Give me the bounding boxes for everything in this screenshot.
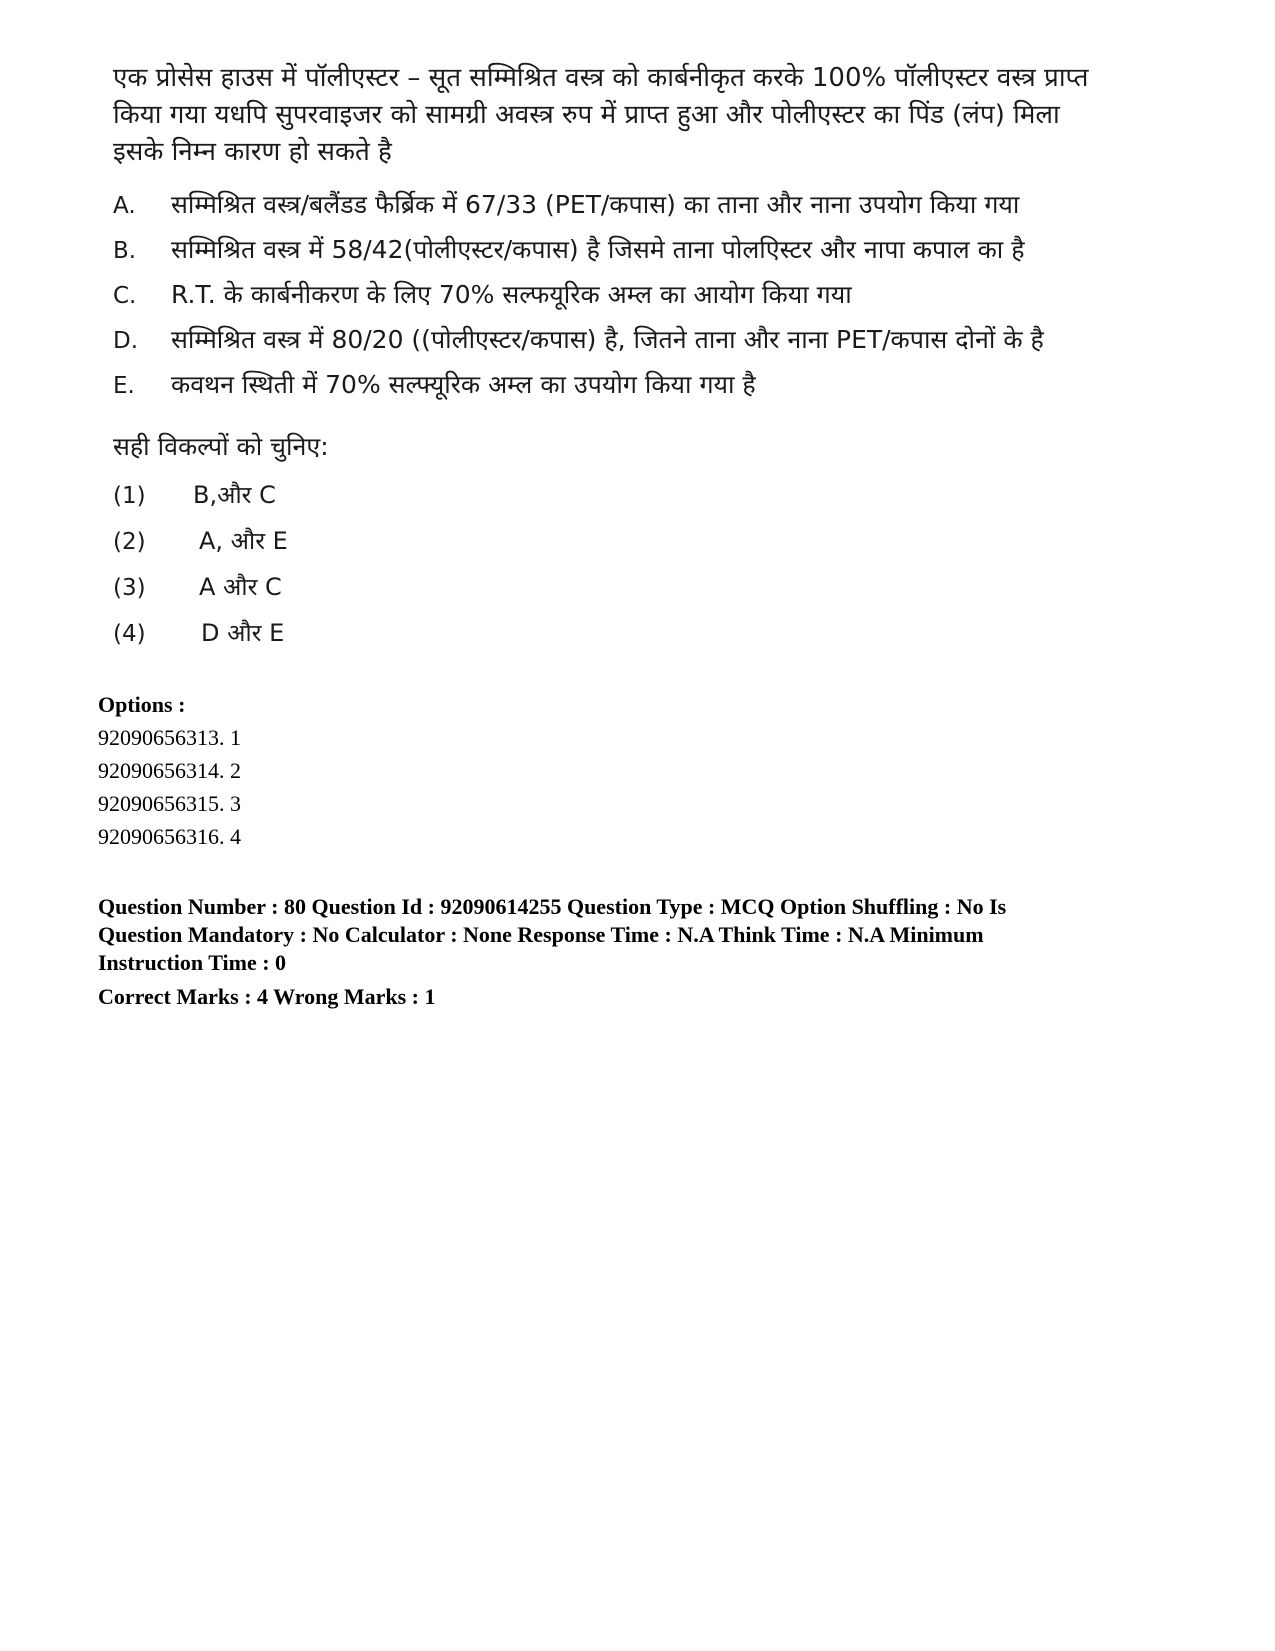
choice-number: (3) bbox=[113, 575, 146, 601]
statement-item bbox=[113, 277, 1113, 322]
meta-line: Question Mandatory : No Calculator : None Response Time : N.A Think Time : N.A Minimum bbox=[98, 922, 984, 947]
meta-line: Instruction Time : 0 bbox=[98, 950, 287, 975]
options-heading: Options : bbox=[98, 692, 186, 717]
options-block bbox=[98, 688, 241, 853]
option-item: 92090656315. 3 bbox=[98, 791, 241, 816]
statement-letter: C. bbox=[113, 283, 137, 309]
statement-text: सम्मिश्रित वस्त्र/बलैंडड फैर्ब्रिक में 67/33 (PET/कपास) का ताना और नाना उपयोग किया गया bbox=[171, 190, 1020, 219]
statement-letter: B. bbox=[113, 238, 137, 264]
statement-item bbox=[113, 187, 1113, 232]
choice-item bbox=[113, 524, 1113, 570]
choice-item bbox=[113, 478, 1113, 524]
meta-line: Question Number : 80 Question Id : 92090614255 Question Type : MCQ Option Shuffling : No Is bbox=[98, 894, 1007, 919]
statement-list bbox=[113, 187, 1113, 412]
question-paragraph: एक प्रोसेस हाउस में पॉलीएस्टर – सूत सम्मिश्रित वस्त्र को कार्बनीकृत करके 100% पॉलीएस्टर वस्त्र प्राप्त किया गया यधपि सुपरवाइजर को सामग्री अवस्त्र रुप में प्राप्त हुआ और पोलीएस्टर का पिंड (लंप) मिला इसके निम्न कारण हो सकते है bbox=[113, 63, 1089, 167]
choice-number: (2) bbox=[113, 529, 146, 555]
statement-text: सम्मिश्रित वस्त्र में 58/42(पोलीएस्टर/कपास) है जिसमे ताना पोलएिस्टर और नापा कपाल का है bbox=[171, 235, 1025, 264]
statement-text: R.T. के कार्बनीकरण के लिए 70% सल्फयूरिक अम्ल का आयोग किया गया bbox=[171, 280, 852, 309]
choice-text: A, और E bbox=[199, 527, 288, 555]
choice-list bbox=[113, 478, 1113, 662]
statement-letter: D. bbox=[113, 328, 139, 354]
statement-letter: A. bbox=[113, 193, 136, 219]
option-item: 92090656313. 1 bbox=[98, 725, 241, 750]
statement-text: सम्मिश्रित वस्त्र में 80/20 ((पोलीएस्टर/कपास) है, जितने ताना और नाना PET/कपास दोनों के है bbox=[171, 325, 1044, 354]
statement-letter: E. bbox=[113, 373, 135, 399]
choice-number: (4) bbox=[113, 621, 146, 647]
option-item: 92090656316. 4 bbox=[98, 824, 241, 849]
statement-item bbox=[113, 232, 1113, 277]
marks-line: Correct Marks : 4 Wrong Marks : 1 bbox=[98, 984, 436, 1009]
choice-text: A और C bbox=[199, 573, 282, 601]
statement-item bbox=[113, 367, 1113, 412]
question-meta bbox=[98, 893, 1118, 1011]
choice-text: D और E bbox=[201, 619, 285, 647]
choice-number: (1) bbox=[113, 483, 146, 509]
statement-item bbox=[113, 322, 1113, 367]
statement-text: कवथन स्थिती में 70% सल्फ्यूरिक अम्ल का उपयोग किया गया है bbox=[171, 370, 756, 399]
choose-prompt: सही विकल्पों को चुनिए: bbox=[113, 432, 329, 461]
choice-item bbox=[113, 570, 1113, 616]
choice-text: B,और C bbox=[193, 481, 276, 509]
choice-item bbox=[113, 616, 1113, 662]
option-item: 92090656314. 2 bbox=[98, 758, 241, 783]
question-image bbox=[113, 60, 1113, 662]
